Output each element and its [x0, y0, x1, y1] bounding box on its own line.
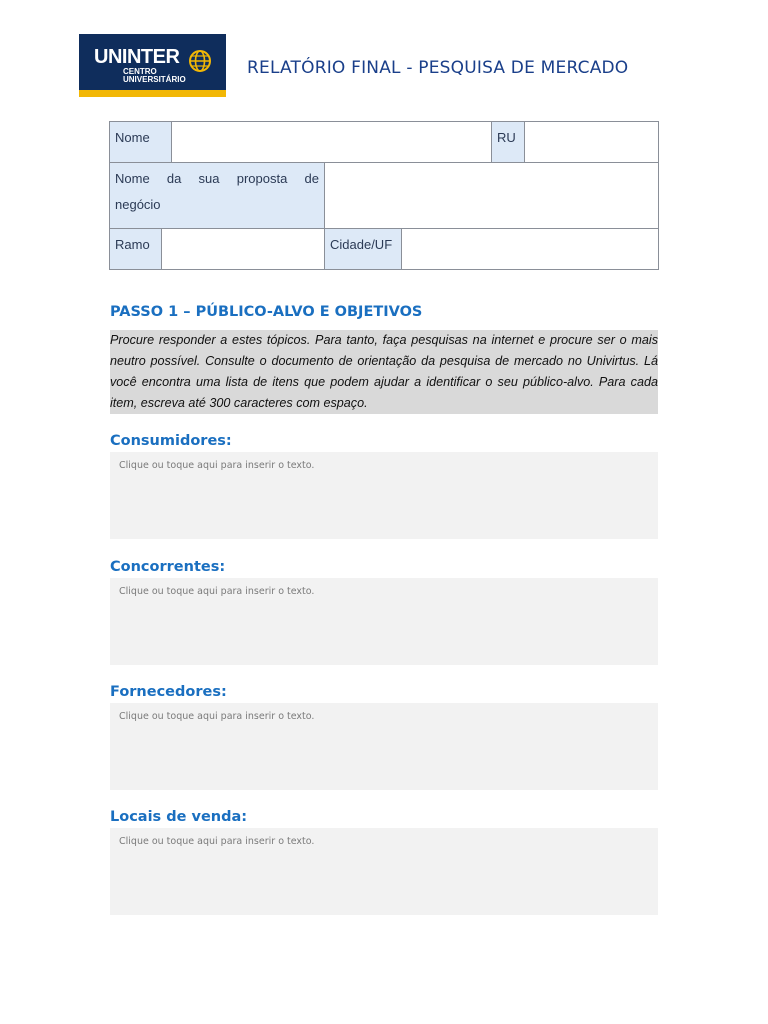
logo-stripe: [79, 90, 226, 97]
proposta-label-line2: negócio: [115, 197, 161, 212]
ru-label-cell: [492, 122, 525, 163]
student-info-table: [109, 121, 659, 163]
globe-icon: [187, 48, 213, 74]
concorrentes-label: Concorrentes:: [110, 559, 226, 575]
locais-de-venda-placeholder: Clique ou toque aqui para inserir o texto.: [119, 836, 315, 847]
proposta-label-line1: Nome da sua proposta de: [115, 171, 319, 186]
proposta-label-cell: [110, 163, 325, 229]
section-title: PASSO 1 – PÚBLICO-ALVO E OBJETIVOS: [110, 304, 423, 320]
concorrentes-placeholder: Clique ou toque aqui para inserir o texto.: [119, 586, 315, 597]
location-table: [109, 228, 659, 270]
proposta-input-cell[interactable]: [325, 163, 659, 229]
ramo-input-cell[interactable]: [162, 229, 325, 270]
cidade-label-cell: [325, 229, 402, 270]
locais-de-venda-label: Locais de venda:: [110, 809, 248, 825]
ru-input-cell[interactable]: [525, 122, 659, 163]
proposal-table: [109, 162, 659, 229]
logo-sub-universitario: UNIVERSITÁRIO: [123, 75, 186, 84]
fornecedores-input[interactable]: [110, 703, 658, 790]
fornecedores-label: Fornecedores:: [110, 684, 227, 700]
consumidores-label: Consumidores:: [110, 433, 232, 449]
concorrentes-input[interactable]: [110, 578, 658, 665]
nome-input-cell[interactable]: [172, 122, 492, 163]
cidade-input-cell[interactable]: [402, 229, 659, 270]
fornecedores-placeholder: Clique ou toque aqui para inserir o texto.: [119, 711, 315, 722]
logo-brand: UNINTER: [94, 46, 180, 68]
document-title: RELATÓRIO FINAL - PESQUISA DE MERCADO: [247, 58, 629, 78]
uninter-logo: [79, 34, 226, 97]
instructions-text: Procure responder a estes tópicos. Para tanto, faça pesquisas na internet e procure ser o mais neutro possível. Consulte o documento de orientação da pesquisa de mercado no Univirtus. Lá você encontra uma lista de itens que podem ajudar a identificar o seu público-alvo. Para cada item, escreva até 300 caracteres com espaço.: [110, 330, 658, 414]
locais-de-venda-input[interactable]: [110, 828, 658, 915]
nome-label-cell: [110, 122, 172, 163]
cidade-label: Cidade/UF: [330, 237, 393, 252]
consumidores-input[interactable]: [110, 452, 658, 539]
ramo-label-cell: [110, 229, 162, 270]
consumidores-placeholder: Clique ou toque aqui para inserir o texto.: [119, 460, 315, 471]
ramo-label: Ramo: [115, 237, 150, 252]
ru-label: RU: [497, 130, 516, 145]
logo-sub-centro: CENTRO: [123, 67, 157, 76]
nome-label: Nome: [115, 130, 150, 145]
